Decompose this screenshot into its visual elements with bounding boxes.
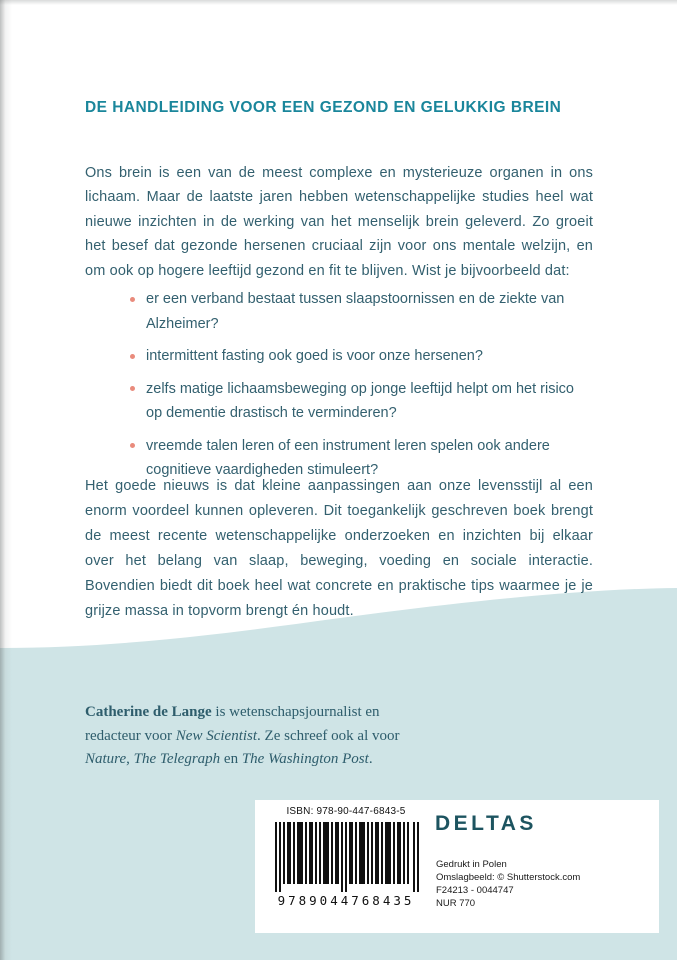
publication-name: Nature: [85, 751, 127, 767]
blurb-text: . Ze schreef ook al voor: [257, 727, 400, 744]
print-info-line: F24213 - 0044747: [436, 885, 514, 896]
bullet-text: zelfs matige lichaamsbeweging op jonge leeftijd helpt om het risico op dementie drastisch te verminderen?: [146, 380, 574, 421]
bullet-text: intermittent fasting ook goed is voor onze hersenen?: [146, 348, 483, 364]
bullet-text: er een verband bestaat tussen slaapstoornissen en de ziekte van Alzheimer?: [146, 291, 565, 332]
print-info: [436, 858, 580, 910]
cover-heading: DE HANDLEIDING VOOR EEN GEZOND EN GELUKKIG BREIN: [85, 99, 562, 116]
print-info-line: NUR 770: [436, 898, 476, 909]
print-info-line: Gedrukt in Polen: [436, 859, 507, 870]
list-item: [130, 287, 592, 336]
bullet-text: vreemde talen leren of een instrument leren spelen ook andere cognitieve vaardigheden stimuleert?: [146, 437, 550, 478]
page-top-shadow: [0, 0, 677, 5]
barcode-publisher-box: [255, 800, 659, 933]
blurb-text: is wetenschapsjournalist en redacteur voor: [85, 704, 380, 744]
bullet-dot: [130, 297, 135, 302]
blurb-text: ,: [126, 751, 134, 767]
publisher-logo: DELTAS: [435, 812, 537, 835]
publication-name: New Scientist: [175, 727, 258, 744]
list-item: [130, 344, 592, 369]
barcode: [273, 822, 423, 897]
bullet-dot: [130, 386, 135, 391]
author-blurb: [85, 701, 433, 772]
author-name: Catherine de Lange: [85, 704, 212, 720]
isbn-label: ISBN: 978-90-447-6843-5: [286, 806, 406, 817]
publication-name: The Telegraph: [133, 751, 221, 767]
intro-paragraph: Ons brein is een van de meest complexe en mysterieuze organen in ons lichaam. Maar de laatste jaren hebben wetenschappelijke studies heel wat nieuwe inzichten in de werking van het menselijk brein geleverd. Zo groeit het besef dat gezonde hersenen cruciaal zijn voor ons mentale welzijn, en om ook op hogere leeftijd gezond en fit te blijven. Wist je bijvoorbeeld dat:: [85, 164, 593, 279]
barcode-digits: 9789044768435: [277, 893, 415, 908]
outro-paragraph: Het goede nieuws is dat kleine aanpassingen aan onze levensstijl al een enorm voordeel kunnen opleveren. Dit toegankelijk geschreven boek brengt de meest recente wetenschappelijke onderzoeken en inzichten bij elkaar over het belang van slaap, beweging, voeding en sociale interactie. Bovendien biedt dit boek heel wat concrete en praktische tips waarmee je je grijze massa in topvorm brengt én houdt.: [85, 477, 593, 619]
list-item: [130, 377, 592, 426]
bullet-dot: [130, 443, 135, 448]
blurb-text: .: [368, 751, 373, 767]
publication-name: The Washington Post: [241, 751, 369, 767]
bullet-dot: [130, 354, 135, 359]
facts-bullet-list: [130, 287, 592, 491]
print-info-line: Omslagbeeld: © Shutterstock.com: [436, 872, 581, 883]
blurb-text: en: [220, 751, 242, 767]
